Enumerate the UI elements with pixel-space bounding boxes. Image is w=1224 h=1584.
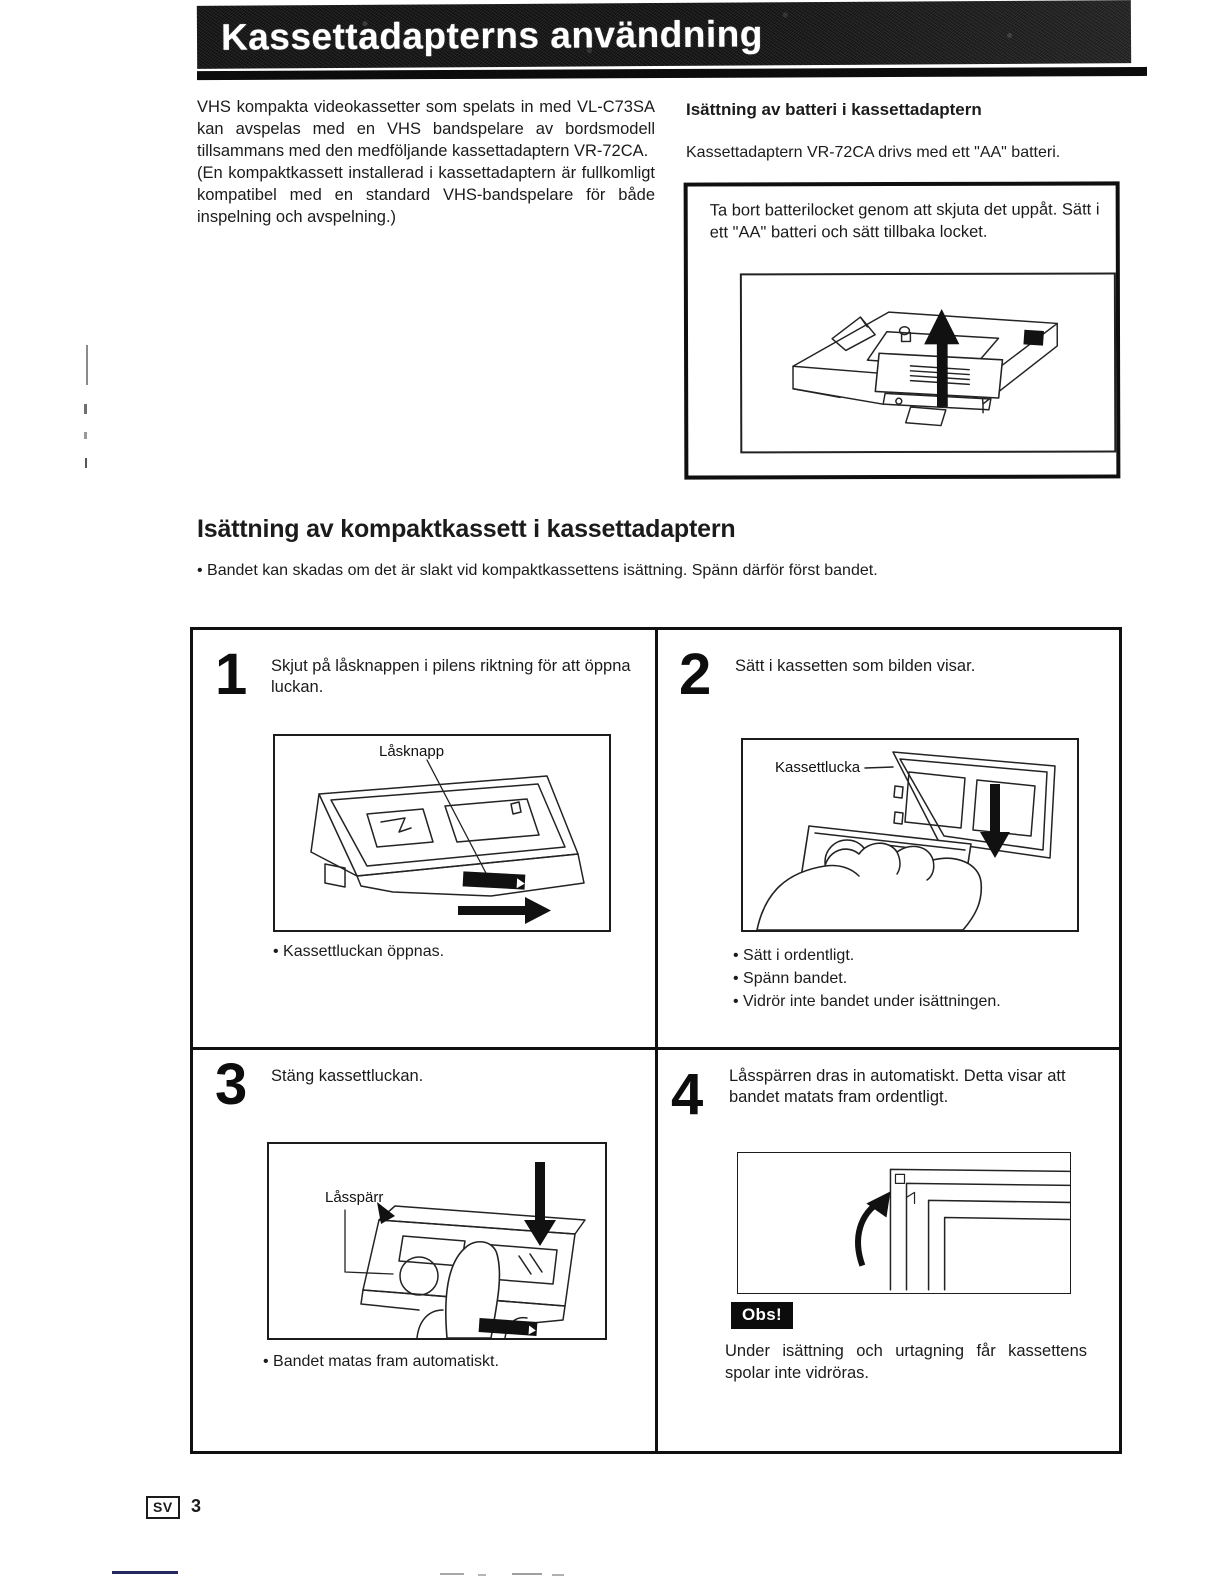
right-arrow-icon	[458, 897, 551, 924]
step-2-number: 2	[679, 642, 710, 707]
step-1-figure	[273, 734, 611, 932]
banner-underline	[197, 67, 1147, 80]
curved-arrow-icon	[858, 1191, 890, 1265]
step-2-figure-label: Kassettlucka	[775, 759, 861, 776]
step-4-illustration	[738, 1153, 1070, 1293]
battery-section-heading: Isättning av batteri i kassettadaptern	[686, 100, 982, 119]
page-number: 3	[191, 1496, 202, 1516]
page-title: Kassettadapterns användning	[220, 12, 764, 58]
scan-artifact	[552, 1574, 564, 1576]
step-1-caption: • Kassettluckan öppnas.	[273, 940, 444, 963]
scan-artifact	[112, 1571, 178, 1574]
insert-section-heading: Isättning av kompaktkassett i kassettadaptern	[197, 515, 736, 543]
adapter-switch	[1023, 330, 1044, 346]
step-4-number: 4	[671, 1062, 702, 1127]
grid-horizontal-divider	[193, 1047, 1119, 1050]
grid-vertical-divider	[655, 630, 658, 1451]
step-2-illustration	[743, 740, 1077, 930]
step-2-figure	[741, 738, 1079, 932]
scan-artifact	[478, 1574, 486, 1576]
obs-badge: Obs!	[731, 1302, 793, 1329]
step-2-text: Sätt i kassetten som bilden visar.	[735, 657, 976, 675]
battery-note-text: Ta bort batterilocket genom att skjuta det uppåt. Sätt i ett "AA" batteri och sätt tillbaka locket.	[709, 200, 1100, 242]
battery-adapter-illustration	[742, 274, 1114, 451]
step-3-figure	[267, 1142, 607, 1340]
language-badge: SV	[146, 1496, 180, 1519]
step-4-figure	[737, 1152, 1071, 1294]
obs-note-text: Under isättning och urtagning får kassettens spolar inte vidröras.	[725, 1342, 1087, 1382]
step-1-illustration	[275, 736, 609, 930]
down-arrow-icon	[524, 1162, 556, 1246]
lock-button	[463, 871, 526, 889]
step-3-illustration	[269, 1144, 605, 1338]
battery-note-box	[684, 181, 1121, 479]
intro-text-block	[197, 96, 655, 228]
steps-grid	[190, 627, 1122, 1454]
step-1-figure-label: Låsknapp	[379, 743, 445, 760]
step-3-caption: • Bandet matas fram automatiskt.	[263, 1350, 499, 1373]
step-4-text: Låsspärren dras in automatiskt. Detta visar att bandet matats fram ordentligt.	[729, 1067, 1066, 1106]
step-1-text: Skjut på låsknappen i pilens riktning för att öppna luckan.	[271, 657, 631, 696]
intro-paragraph-1: VHS kompakta videokassetter som spelats in med VL-C73SA kan avspelas med en VHS bandspelare av bordsmodell tillsammans med den medföljande kassettadaptern VR-72CA.	[197, 98, 655, 160]
scan-artifact	[512, 1573, 542, 1575]
step-2-caption-2: • Spänn bandet.	[733, 967, 847, 990]
scan-artifact	[84, 432, 87, 439]
down-arrow-icon	[980, 784, 1010, 858]
scan-artifact	[440, 1573, 464, 1575]
battery-figure	[740, 272, 1116, 453]
step-1-number: 1	[215, 642, 246, 707]
battery-section-body: Kassettadaptern VR-72CA drivs med ett "AA" batteri.	[686, 144, 1061, 161]
scan-artifact	[86, 345, 88, 385]
scan-artifact	[85, 458, 87, 468]
step-3-figure-label: Låsspärr	[325, 1189, 384, 1206]
step-2-caption-1: • Sätt i ordentligt.	[733, 944, 854, 967]
step-2-caption-3: • Vidrör inte bandet under isättningen.	[733, 990, 1001, 1013]
intro-paragraph-2: (En kompaktkassett installerad i kassettadaptern är fullkomligt kompatibel med en standard VHS-bandspelare för både inspelning och avspelning.)	[197, 164, 655, 226]
step-3-number: 3	[215, 1052, 246, 1117]
step-3-text: Stäng kassettluckan.	[271, 1067, 424, 1085]
insert-section-note: • Bandet kan skadas om det är slakt vid kompaktkassettens isättning. Spänn därför först bandet.	[197, 562, 1142, 580]
page-title-banner	[197, 0, 1131, 69]
scan-artifact	[84, 404, 87, 414]
